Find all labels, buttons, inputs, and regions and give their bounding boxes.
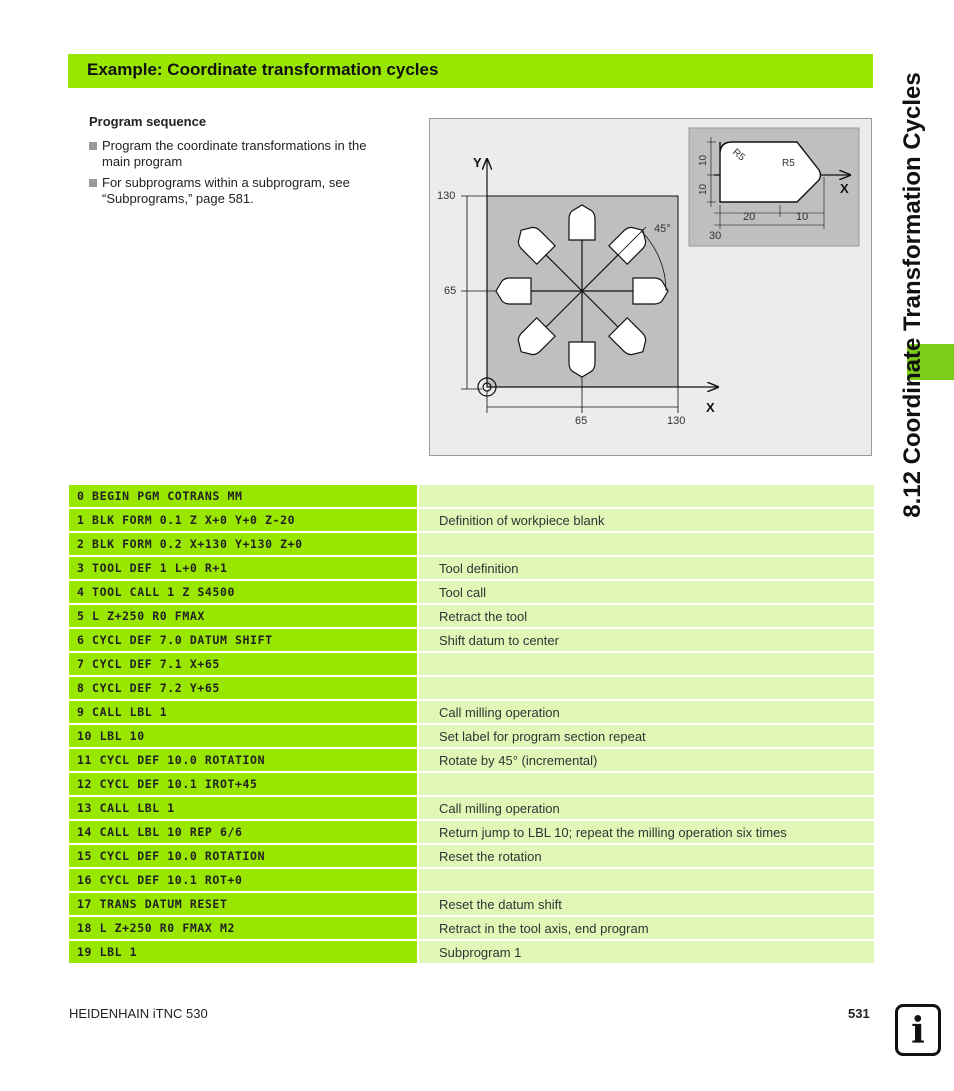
y65-label: 65 bbox=[444, 285, 457, 297]
detail-radius-top: R5 bbox=[730, 146, 747, 164]
section-title: Example: Coordinate transformation cycles bbox=[87, 60, 439, 79]
nc-block-code: 3 TOOL DEF 1 L+0 R+1 bbox=[69, 557, 419, 579]
nc-block-code: 7 CYCL DEF 7.1 X+65 bbox=[69, 653, 419, 675]
section-header bbox=[68, 54, 873, 88]
nc-block-description: Subprogram 1 bbox=[419, 941, 874, 963]
nc-block-description: Shift datum to center bbox=[419, 629, 874, 651]
bullet-square-icon bbox=[89, 179, 97, 187]
chapter-side-title bbox=[893, 60, 933, 530]
program-row bbox=[69, 701, 874, 723]
nc-block-code: 1 BLK FORM 0.1 Z X+0 Y+0 Z-20 bbox=[69, 509, 419, 531]
nc-block-code: 8 CYCL DEF 7.2 Y+65 bbox=[69, 677, 419, 699]
nc-block-description: Set label for program section repeat bbox=[419, 725, 874, 747]
nc-block-description: Call milling operation bbox=[419, 701, 874, 723]
nc-block-code: 4 TOOL CALL 1 Z S4500 bbox=[69, 581, 419, 603]
nc-block-code: 0 BEGIN PGM COTRANS MM bbox=[69, 485, 419, 507]
nc-block-code: 12 CYCL DEF 10.1 IROT+45 bbox=[69, 773, 419, 795]
nc-block-description: Rotate by 45° (incremental) bbox=[419, 749, 874, 771]
nc-block-code: 18 L Z+250 R0 FMAX M2 bbox=[69, 917, 419, 939]
detail-dim-20: 20 bbox=[743, 211, 756, 223]
x-axis-label: X bbox=[706, 400, 715, 415]
detail-dim-10-top: 10 bbox=[698, 154, 709, 166]
program-row bbox=[69, 821, 874, 843]
x65-label: 65 bbox=[575, 415, 588, 427]
program-row bbox=[69, 581, 874, 603]
y130-label: 130 bbox=[437, 190, 456, 202]
detail-x-label: X bbox=[840, 181, 849, 196]
coordinate-figure bbox=[429, 118, 872, 456]
program-row bbox=[69, 773, 874, 795]
x130-label: 130 bbox=[667, 415, 686, 427]
y-axis-label: Y bbox=[473, 155, 482, 170]
program-row bbox=[69, 557, 874, 579]
detail-dim-10-bottom: 10 bbox=[698, 183, 709, 195]
nc-block-code: 6 CYCL DEF 7.0 DATUM SHIFT bbox=[69, 629, 419, 651]
nc-block-code: 14 CALL LBL 10 REP 6/6 bbox=[69, 821, 419, 843]
nc-block-code: 19 LBL 1 bbox=[69, 941, 419, 963]
program-row bbox=[69, 533, 874, 555]
nc-block-description bbox=[419, 485, 874, 507]
page-number: 531 bbox=[848, 1006, 870, 1021]
bullet-text: Program the coordinate transformations in the main program bbox=[102, 138, 367, 169]
detail-radius-right: R5 bbox=[782, 158, 795, 169]
program-row bbox=[69, 749, 874, 771]
program-row bbox=[69, 893, 874, 915]
nc-block-code: 16 CYCL DEF 10.1 ROT+0 bbox=[69, 869, 419, 891]
program-table bbox=[69, 483, 874, 965]
program-row bbox=[69, 629, 874, 651]
nc-block-description: Reset the rotation bbox=[419, 845, 874, 867]
program-row bbox=[69, 509, 874, 531]
nc-block-code: 11 CYCL DEF 10.0 ROTATION bbox=[69, 749, 419, 771]
info-icon bbox=[895, 1004, 941, 1056]
program-row bbox=[69, 485, 874, 507]
nc-block-description: Retract the tool bbox=[419, 605, 874, 627]
nc-block-code: 10 LBL 10 bbox=[69, 725, 419, 747]
bullet-item bbox=[89, 175, 389, 207]
figure-drawing bbox=[430, 119, 873, 457]
angle-label: 45° bbox=[654, 223, 671, 235]
bullet-square-icon bbox=[89, 142, 97, 150]
nc-block-code: 17 TRANS DATUM RESET bbox=[69, 893, 419, 915]
intro-bullet-list bbox=[89, 138, 389, 212]
nc-block-code: 2 BLK FORM 0.2 X+130 Y+130 Z+0 bbox=[69, 533, 419, 555]
nc-block-description: Call milling operation bbox=[419, 797, 874, 819]
bullet-item bbox=[89, 138, 389, 170]
program-row bbox=[69, 845, 874, 867]
program-row bbox=[69, 605, 874, 627]
program-row bbox=[69, 677, 874, 699]
chapter-title-text: 8.12 Coordinate Transformation Cycles bbox=[899, 72, 926, 518]
nc-block-description: Retract in the tool axis, end program bbox=[419, 917, 874, 939]
program-sequence-heading: Program sequence bbox=[89, 114, 207, 129]
nc-block-code: 13 CALL LBL 1 bbox=[69, 797, 419, 819]
footer-product: HEIDENHAIN iTNC 530 bbox=[69, 1006, 208, 1021]
program-row bbox=[69, 941, 874, 963]
nc-block-description: Tool definition bbox=[419, 557, 874, 579]
nc-block-description bbox=[419, 533, 874, 555]
nc-block-description: Definition of workpiece blank bbox=[419, 509, 874, 531]
nc-block-code: 9 CALL LBL 1 bbox=[69, 701, 419, 723]
program-row bbox=[69, 653, 874, 675]
nc-block-description bbox=[419, 869, 874, 891]
program-row bbox=[69, 725, 874, 747]
bullet-text: For subprograms within a subprogram, see “Subprograms,” page 581. bbox=[102, 175, 350, 206]
nc-block-code: 15 CYCL DEF 10.0 ROTATION bbox=[69, 845, 419, 867]
info-glyph: i bbox=[911, 1010, 925, 1052]
detail-dim-30: 30 bbox=[709, 230, 722, 242]
program-row bbox=[69, 917, 874, 939]
nc-block-description bbox=[419, 677, 874, 699]
program-row bbox=[69, 869, 874, 891]
nc-block-description: Tool call bbox=[419, 581, 874, 603]
nc-block-description: Return jump to LBL 10; repeat the milling operation six times bbox=[419, 821, 874, 843]
nc-block-description: Reset the datum shift bbox=[419, 893, 874, 915]
detail-dim-10-right: 10 bbox=[796, 211, 809, 223]
nc-block-description bbox=[419, 653, 874, 675]
nc-block-description bbox=[419, 773, 874, 795]
nc-block-code: 5 L Z+250 R0 FMAX bbox=[69, 605, 419, 627]
program-row bbox=[69, 797, 874, 819]
